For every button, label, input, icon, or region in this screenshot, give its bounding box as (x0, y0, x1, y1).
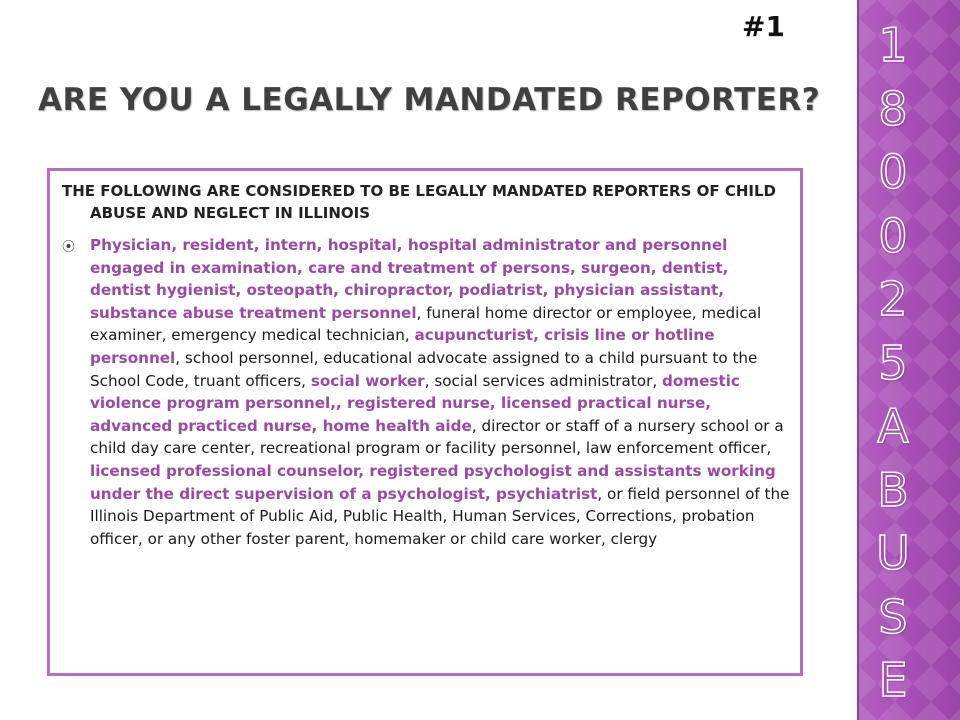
highlighted-role-text: social worker (310, 371, 425, 390)
vertical-hotline-text (873, 14, 913, 713)
sidebar-letter: 8 (878, 81, 908, 136)
role-text: , funeral home director or employee, medical examiner, emergency medical technician, (90, 303, 762, 345)
sidebar-letter: 5 (878, 335, 908, 390)
role-text: , social services administrator, (424, 371, 662, 390)
role-text: , director or staff of a nursery school or a child day care center, recreational program or facility personnel, law enforcement officer, (90, 416, 784, 458)
highlighted-role-text: domestic violence program personnel,, registered nurse, licensed practical nurse, advanced practiced nurse, home health aide (90, 371, 740, 435)
sidebar-letter: 0 (878, 208, 908, 263)
bullet-item (62, 234, 792, 550)
circle-dot-bullet-icon: ⦿ (62, 240, 76, 255)
sidebar-letter: 1 (878, 18, 908, 72)
sidebar-letter: E (878, 653, 908, 707)
highlighted-role-text: acupuncturist, crisis line or hotline personnel (90, 326, 715, 367)
intro-heading: THE FOLLOWING ARE CONSIDERED TO BE LEGALLY MANDATED REPORTERS OF CHILD ABUSE AND NEGLECT IN ILLINOIS (62, 182, 776, 222)
sidebar-letter: 2 (878, 272, 908, 326)
sidebar-letter: 0 (878, 145, 908, 199)
page-title: ARE YOU A LEGALLY MANDATED REPORTER? (38, 82, 821, 118)
sidebar-letter: A (877, 399, 909, 453)
sidebar-letter: B (877, 462, 909, 517)
content-box (47, 168, 803, 676)
sidebar-letter: U (876, 526, 910, 580)
bullet-text (90, 234, 792, 550)
highlighted-role-text: licensed professional counselor, registered psychologist and assistants working under the direct supervision of a psychologist, psychiatrist (90, 461, 776, 503)
role-text: , or field personnel of the Illinois Department of Public Aid, Public Health, Human Services, Corrections, probation officer, or any other foster parent, homemaker or child care worker, clergy (90, 484, 790, 548)
slide-number: #1 (742, 10, 785, 43)
sidebar-letter: S (878, 589, 908, 644)
role-text: , school personnel, educational advocate assigned to a child pursuant to the School Code, truant officers, (90, 348, 758, 390)
highlighted-role-text: Physician, resident, intern, hospital, hospital administrator and personnel engaged in examination, care and treatment of persons, surgeon, dentist, dentist hygienist, osteopath, chiropractor, podiatrist, physician assistant, substance abuse treatment personnel (90, 236, 729, 322)
sidebar-hotline-banner (857, 0, 960, 720)
